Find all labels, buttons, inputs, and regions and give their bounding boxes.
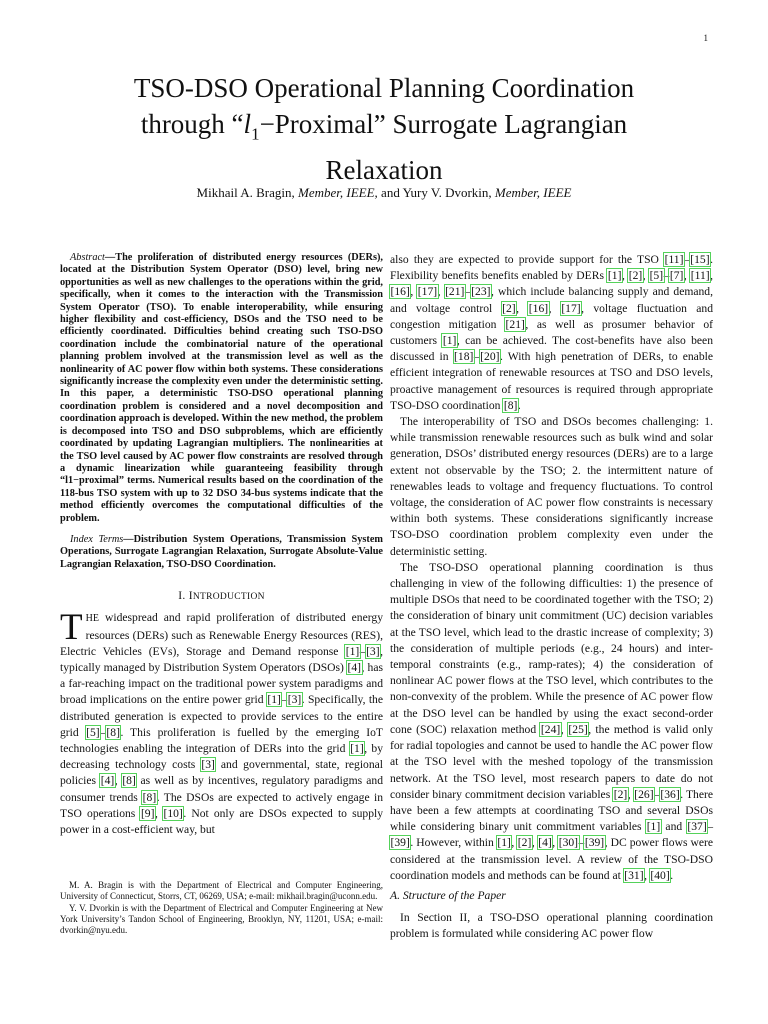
intro-text: , has a far-reaching impact on the traditional power system paradigms and broad implications on the entire power grid <box>60 660 383 707</box>
body-text: . Flexibility benefits benefits enabled by DERs <box>390 253 713 283</box>
body-text: The TSO-DSO operational planning coordination is thus challenging in view of the following difficulties: 1) the presence of multiple DSOs that need to be coordinated together with the TSO; 2) the consideration of binary unit commitment (UC) decision variables at the TSO level, which lead to the drastic increase of complexity; 3) the consideration of multiple periods (e.g., 24 hours) and inter-temporal constraints (e.g., ramp-rates); 4) the consideration of nonlinear AC power flows at the TSO level, which contributes to the non-convexity of the problem. While the presence of AC power flow at the DSO level can be handled by using the exact second-order cone (SOC) relaxation method <box>390 560 713 736</box>
body-text: , which include balancing supply and demand, and voltage control <box>390 285 714 315</box>
body-text: also they are expected to provide support for the TSO <box>390 253 665 266</box>
citation-link[interactable]: [8] <box>142 790 157 804</box>
citation-link[interactable]: [11] <box>690 269 710 283</box>
title-line-2-suffix: −Proximal” Surrogate Lagrangian <box>259 109 628 139</box>
citation-link[interactable]: [2] <box>502 301 516 315</box>
author-2-membership: Member, IEEE <box>494 185 572 200</box>
index-terms <box>60 534 383 571</box>
section-number: I. <box>178 590 189 603</box>
body-text: , can be achieved. The cost-benefits have also been discussed in <box>390 334 713 364</box>
footnote-dvorkin: Y. V. Dvorkin is with the Department of Electrical and Computer Engineering at New York University’s Tandon School of Engineering, Brooklyn, NY, 11201, USA; e-mail: dvorkin@nyu.edu. <box>60 902 383 936</box>
page-number: 1 <box>703 33 708 43</box>
intro-text: as well as by incentives, regulatory paradigms and consumer trends <box>60 774 384 804</box>
author-connector: and Yury V. Dvorkin, <box>377 185 495 200</box>
intro-text: and governmental, state, regional policies <box>60 758 384 788</box>
citation-link[interactable]: [21] <box>445 285 465 299</box>
left-column <box>60 252 383 838</box>
citation-link[interactable]: [40] <box>650 868 670 882</box>
abstract-label: Abstract <box>70 252 105 263</box>
citation-link[interactable]: [1] <box>497 836 511 850</box>
citation-link[interactable]: [16] <box>390 285 410 299</box>
citation-link[interactable]: [1] <box>646 820 661 834</box>
citation-link[interactable]: [2] <box>628 269 643 283</box>
index-terms-label: Index Terms <box>70 533 124 545</box>
citation-link[interactable]: [30] <box>558 836 579 850</box>
citation-link[interactable]: [25] <box>568 722 588 736</box>
title-line-3: Relaxation <box>325 155 443 186</box>
body-text: , DC power flows were considered at the transmission level. A review of the TSO-DSO coordination models and methods can be found at <box>390 836 714 882</box>
section-title-rest: NTRODUCTION <box>192 592 265 603</box>
title-line-1: TSO-DSO Operational Planning Coordination <box>133 73 635 103</box>
citation-link[interactable]: [20] <box>480 350 500 364</box>
citation-link[interactable]: [8] <box>503 398 518 412</box>
citation-link[interactable]: [17] <box>417 285 438 299</box>
intro-text: . This proliferation is fuelled by the emerging IoT technologies enabling the integration of DERs into the grid <box>60 725 383 755</box>
citation-link[interactable]: [1] <box>267 693 281 707</box>
citation-link[interactable]: [9] <box>140 806 155 820</box>
citation-link[interactable]: [11] <box>664 253 684 266</box>
citation-link[interactable]: [4] <box>538 836 552 850</box>
citation-link[interactable]: [8] <box>106 725 120 739</box>
abstract-dash: — <box>104 252 116 263</box>
author-line <box>60 185 708 201</box>
citation-link[interactable]: [5] <box>649 269 664 283</box>
citation-link[interactable]: [23] <box>471 285 491 299</box>
title-line-2-prefix: through “ <box>140 109 244 139</box>
subsection-heading: A. Structure of the Paper <box>390 888 506 902</box>
body-paragraph: also they are expected to provide support for the TSO [11]–[15]. Flexibility benefits benefits enabled by DERs [1], [2], [5]–[7], [11], [16], [17], [21]–[23], which include balancing supply and demand, and voltage control [2], [16], [17], voltage fluctuation and congestion mitigation [21], as well as prosumer behavior of customers [1], can be achieved. The cost-benefits have also been discussed in [18]–[20]. With high penetration of DERs, to enable efficient integration of renewable resources at TSO and DSO levels, proactive management of resources is required through appropriate TSO-DSO coordination [8]. <box>390 253 714 412</box>
intro-text: . Specifically, the distributed generation is expected to provide services to the entire grid <box>60 693 384 739</box>
index-terms-text: Distribution System Operations, Transmission System Operations, Surrogate Lagrangian Relaxation, Surrogate Absolute-Value Lagrangian Relaxation, TSO-DSO Coordination. <box>60 533 384 570</box>
body-text: , as well as prosumer behavior of customers <box>390 317 714 348</box>
citation-link[interactable]: [1] <box>442 334 457 348</box>
l1-subscript: 1 <box>251 124 260 144</box>
intro-smallcaps: HE <box>85 613 99 625</box>
citation-link[interactable]: [3] <box>201 758 215 772</box>
citation-link[interactable]: [24] <box>540 722 561 736</box>
intro-paragraph: THE widespread and rapid proliferation of distributed energy resources (DERs) such as Renewable Energy Resources (RES), Electric Vehicles (EVs), Storage and Demand response [1]–[3], typically managed by Distribution System Operators (DSOs) [4], has a far-reaching impact on the traditional power system paradigms and broad implications on the entire power grid [1]–[3]. Specifically, the distributed generation is expected to provide services to the entire grid [5]–[8]. This proliferation is fuelled by the emerging IoT technologies enabling the integration of DERs into the grid [1], by decreasing technology costs [3] and governmental, state, regional policies [4], [8] as well as by incentives, regulatory paradigms and consumer trends [8]. The DSOs are expected to actively engage in TSO operations [9], [10]. Not only are DSOs expected to supply power in a cost-efficient way, but <box>60 607 384 836</box>
body-text: , voltage fluctuation and congestion mitigation <box>390 301 713 331</box>
citation-link[interactable]: [5] <box>86 725 100 739</box>
citation-link[interactable]: [4] <box>347 660 362 674</box>
citation-link[interactable]: [3] <box>287 693 302 707</box>
citation-link[interactable]: [2] <box>517 836 532 850</box>
l1-symbol: l <box>243 109 252 139</box>
intro-text: widespread and rapid proliferation of distributed energy resources (DERs) such as Renewable Energy Resources (RES), Electric Vehicles (EVs), Storage and Demand response <box>60 611 383 658</box>
author-1: Mikhail A. Bragin, <box>196 185 299 200</box>
citation-link[interactable]: [26] <box>634 787 654 801</box>
drop-cap: T <box>60 607 83 649</box>
body-text: . However, within <box>410 836 497 850</box>
citation-link[interactable]: [3] <box>366 644 380 658</box>
citation-link[interactable]: [1] <box>607 269 622 283</box>
index-terms-dash: — <box>123 533 134 545</box>
citation-link[interactable]: [39] <box>390 836 410 850</box>
footnotes <box>60 880 383 936</box>
section-title-first: I <box>188 590 193 603</box>
citation-link[interactable]: [1] <box>345 644 360 658</box>
citation-link[interactable]: [4] <box>100 774 115 788</box>
citation-link[interactable]: [7] <box>669 269 684 283</box>
citation-link[interactable]: [39] <box>584 836 605 850</box>
citation-link[interactable]: [36] <box>660 787 680 801</box>
citation-link[interactable]: [16] <box>528 301 549 315</box>
citation-link[interactable]: [2] <box>613 787 628 801</box>
body-paragraph: The TSO-DSO operational planning coordination is thus challenging in view of the following difficulties: 1) the presence of multiple DSOs that need to be coordinated together with the TSO; 2) the consideration of binary unit commitment (UC) decision variables at the TSO level, which lead to the drastic increase of complexity; 3) the consideration of multiple periods (e.g., 24 hours) and inter-temporal constraints (e.g., ramp-rates); 4) the consideration of nonlinear AC power flows at the TSO level, which contributes to the non-convexity of the problem. While the presence of AC power flow at the DSO level can be handled by using the exact second-order cone (SOC) relaxation method [24], [25], the method is valid only for radial topologies and cannot be used to handle the AC power flow at the TSO level with the meshed topology of the transmission network. At the TSO level, most research papers to date do not consider binary commitment decision variables [2], [26]–[36]. There have been a few attempts at coordinating TSO and several DSOs while considering binary unit commitment variables [1] and [37]–[39]. However, within [1], [2], [4], [30]–[39], DC power flows were considered at the transmission level. A review of the TSO-DSO coordination models and methods can be found at [31], [40]. <box>390 560 714 882</box>
body-text: . There have been a few attempts at coordinating TSO and several DSOs while considering binary unit commitment variables <box>390 787 713 834</box>
citation-link[interactable]: [21] <box>505 317 525 331</box>
citation-link[interactable]: [37] <box>687 820 707 834</box>
citation-link[interactable]: [17] <box>561 301 581 315</box>
citation-link[interactable]: [15] <box>690 253 710 266</box>
citation-link[interactable]: [1] <box>350 741 364 755</box>
paper-title <box>60 70 708 188</box>
citation-link[interactable]: [18] <box>454 350 474 364</box>
abstract <box>60 252 383 525</box>
author-1-membership: Member, IEEE, <box>298 185 378 200</box>
intro-text: , by decreasing technology costs <box>60 741 383 772</box>
footnote-bragin: M. A. Bragin is with the Department of Electrical and Computer Engineering, University of Connecticut, Storrs, CT, 06269, USA; e-mail: mikhail.bragin@uconn.edu. <box>60 880 383 902</box>
right-column <box>390 252 713 943</box>
abstract-text: The proliferation of distributed energy resources (DERs), located at the Distribution System Operator (DSO) level, bring new opportunities as well as new challenges to the operations within the grid, specifically, when it comes to the interaction with the Transmission System Operator (TSO). To enable interoperability, while ensuring higher flexibility and cost-efficiency, DSOs and the TSO need to be efficiently coordinated. Difficulties behind creating such TSO-DSO coordination include the combinatorial nature of the operational planning problem involved at the transmission level as well as the nonlinearity of AC power flow within both systems. These considerations significantly increase the complexity even under the deterministic setting. In this paper, a deterministic TSO-DSO operational planning coordination problem is considered and a novel decomposition and coordination approach is developed. Within the new method, the problem is decomposed into TSO and DSO subproblems, which are efficiently coordinated by updating Lagrangian multipliers. The nonlinearities at the TSO level caused by AC power flow constraints are resolved through a dynamic linearization while guaranteeing feasibility through “l1−proximal” terms. Numerical results based on the coordination of the 118-bus TSO system with up to 32 DSO 34-bus systems indicate that the method efficiently overcomes the computational difficulties of the problem. <box>60 252 383 524</box>
intro-text: . Not only are DSOs expected to supply power in a cost-efficient way, but <box>60 806 384 836</box>
citation-link[interactable]: [8] <box>122 774 136 788</box>
citation-link[interactable]: [10] <box>163 806 183 820</box>
citation-link[interactable]: [31] <box>624 868 644 882</box>
intro-text: . The DSOs are expected to actively engage in TSO operations <box>60 790 383 820</box>
body-paragraph: The interoperability of TSO and DSOs becomes challenging: 1. while transmission renewable resources such as bulk wind and solar generation, DSOs’ distributed energy resources (DERs) are to a large extent not observable by the TSO; 2. the intermittent nature of renewables leads to voltage and frequency fluctuations. To control voltage, the consideration of AC power flow constraints is necessary within both systems. These considerations significantly increase TSO-DSO coordination problem complexity even under the deterministic setting. <box>390 415 713 558</box>
body-text: . With high penetration of DERs, to enable efficient integration of renewable resources at TSO and DSO levels, proactive management of resources is required through appropriate TSO-DSO coordination <box>390 350 713 412</box>
section-heading-introduction <box>60 588 383 605</box>
intro-text: , typically managed by Distribution System Operators (DSOs) <box>60 644 383 674</box>
body-paragraph: In Section II, a TSO-DSO operational planning coordination problem is formulated while considering AC power flow <box>390 911 713 941</box>
body-text: , the method is valid only for radial topologies and cannot be used to handle the AC power flow at the TSO level with the meshed topology of the transmission network. At the TSO level, most research papers to date do not consider binary commitment decision variables <box>390 722 714 801</box>
